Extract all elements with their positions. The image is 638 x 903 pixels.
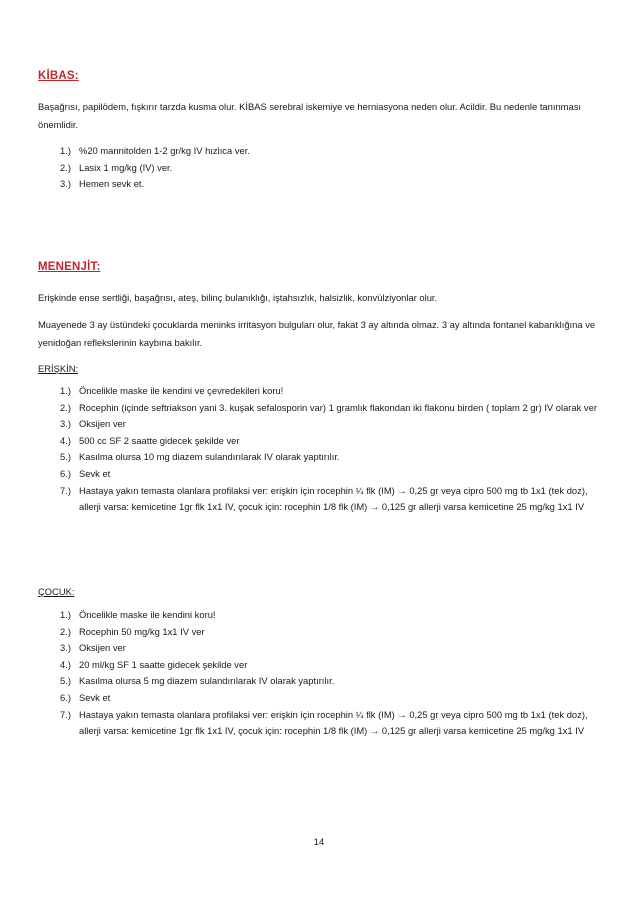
list-number: 6.)	[60, 691, 71, 703]
list-text: Rocephin 50 mg/kg 1x1 IV ver	[79, 625, 205, 637]
list-item	[60, 143, 606, 160]
list-item	[60, 433, 606, 450]
list-text: Lasix 1 mg/kg (IV) ver.	[79, 161, 173, 173]
kibas-heading: KİBAS:	[38, 70, 79, 82]
list-text: Sevk et	[79, 467, 111, 479]
menenjit-paragraph-1: Erişkinde ense sertliği, başağrısı, ateş, bilinç bulanıklığı, iştahsızlık, halsizlik, konvülziyonlar olur.	[38, 292, 438, 303]
list-text: Kasılma olursa 10 mg diazem sulandırılarak IV olarak yaptırılır.	[79, 451, 340, 463]
list-item	[60, 673, 606, 690]
list-number: 5.)	[60, 451, 71, 463]
list-item	[60, 640, 606, 657]
kibas-list	[60, 143, 606, 193]
list-item	[60, 449, 606, 466]
list-text: Kasılma olursa 5 mg diazem sulandırılarak IV olarak yaptırılır.	[79, 675, 335, 687]
list-item	[60, 707, 606, 740]
list-text: Hastaya yakın temasta olanlara profilaksi ver: erişkin için rocephin ¼ flk (IM) → 0,25 gr veya cipro 500 mg tb 1x1 (tek doz), allerji varsa: kemicetine 1gr flk 1x1 IV, çocuk için: rocephin 1/8 flk (IM) → 0,125 gr allerji varsa kemicetine 25 mg/kg 1x1 IV	[79, 484, 588, 513]
list-number: 4.)	[60, 658, 71, 670]
list-number: 7.)	[60, 484, 71, 496]
list-number: 2.)	[60, 401, 71, 413]
list-number: 7.)	[60, 708, 71, 720]
list-number: 6.)	[60, 467, 71, 479]
cocuk-list	[60, 607, 606, 740]
list-number: 1.)	[60, 385, 71, 396]
list-item	[60, 400, 606, 417]
list-text: Öncelikle maske ile kendini koru!	[79, 609, 216, 620]
list-text: 20 ml/kg SF 1 saatte gidecek şekilde ver	[79, 658, 248, 670]
list-number: 1.)	[60, 609, 71, 620]
list-number: 3.)	[60, 642, 71, 654]
list-text: Öncelikle maske ile kendini ve çevredekileri koru!	[79, 385, 284, 396]
list-item	[60, 483, 606, 516]
list-item	[60, 690, 606, 707]
list-number: 5.)	[60, 675, 71, 687]
list-text: 500 cc SF 2 saatte gidecek şekilde ver	[79, 434, 240, 446]
menenjit-heading: MENENJİT:	[38, 261, 101, 273]
list-text: Oksijen ver	[79, 418, 126, 430]
list-text: %20 mannitolden 1-2 gr/kg IV hızlıca ver.	[79, 145, 250, 156]
list-text: Oksijen ver	[79, 642, 126, 654]
list-item	[60, 416, 606, 433]
list-number: 4.)	[60, 434, 71, 446]
list-item	[60, 160, 606, 177]
list-item	[60, 466, 606, 483]
list-number: 3.)	[60, 178, 71, 190]
cocuk-label: ÇOCUK:	[38, 586, 75, 597]
list-text: Sevk et	[79, 691, 111, 703]
menenjit-paragraph-2: Muayenede 3 ay üstündeki çocuklarda meninks irritasyon bulguları olur, fakat 3 ay altında olmaz. 3 ay altında fontanel kabarıklığına ve yenidoğan reflekslerinin kaybına bakılır.	[38, 319, 596, 348]
list-number: 3.)	[60, 418, 71, 430]
list-number: 1.)	[60, 145, 71, 156]
eriskin-list	[60, 383, 606, 516]
list-item	[60, 383, 606, 400]
list-item	[60, 607, 606, 624]
list-item	[60, 624, 606, 641]
page-number: 14	[313, 836, 325, 847]
list-text: Hastaya yakın temasta olanlara profilaksi ver: erişkin için rocephin ¼ flk (IM) → 0,25 gr veya cipro 500 mg tb 1x1 (tek doz), allerji varsa: kemicetine 1gr flk 1x1 IV, çocuk için: rocephin 1/8 flk (IM) → 0,125 gr allerji varsa kemicetine 25 mg/kg 1x1 IV	[79, 708, 588, 737]
list-number: 2.)	[60, 161, 71, 173]
kibas-paragraph: Başağrısı, papilödem, fışkırır tarzda kusma olur. KİBAS serebral iskemiye ve herniasyona neden olur. Acildir. Bu nedenle tanınması önemlidir.	[38, 101, 581, 130]
list-text: Hemen sevk et.	[79, 178, 145, 190]
list-item	[60, 176, 606, 193]
list-number: 2.)	[60, 625, 71, 637]
list-item	[60, 657, 606, 674]
list-text: Rocephin (içinde seftriakson yani 3. kuşak sefalosporin var) 1 gramlık flakondan iki flakonu birden ( toplam 2 gr) IV olarak ver	[79, 401, 597, 413]
eriskin-label: ERİŞKİN:	[38, 363, 79, 374]
